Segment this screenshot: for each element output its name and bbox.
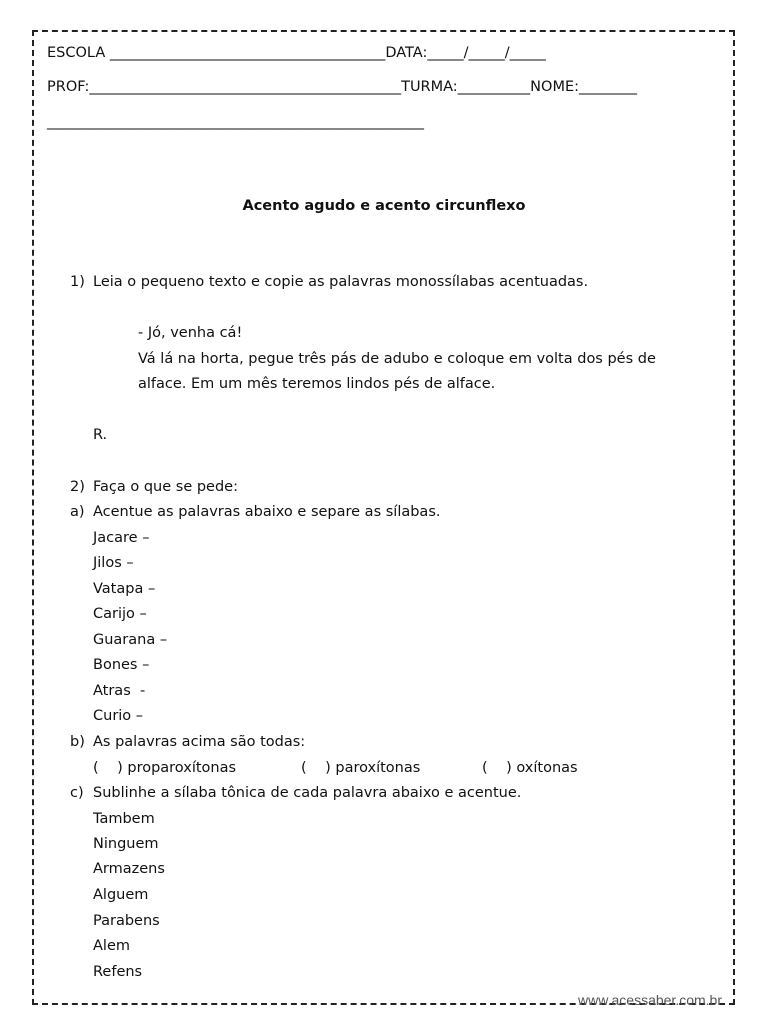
q2a-word: Jilos –: [93, 555, 134, 571]
q2b-label: b): [70, 734, 85, 750]
header-teacher-class-name-line: PROF:___________________________________________TURMA:__________NOME:________: [47, 79, 638, 95]
q2c-label: c): [70, 785, 84, 801]
q1-text-line: alface. Em um mês teremos lindos pés de alface.: [138, 376, 496, 392]
header-blank-line: ____________________________________________________: [47, 114, 424, 130]
page-title: Acento agudo e acento circunflexo: [242, 198, 526, 214]
q2a-word: Carijo –: [93, 606, 147, 622]
q2a-word: Vatapa –: [93, 581, 156, 597]
q2b-option-proparoxitonas[interactable]: ( ) proparoxítonas: [93, 760, 237, 776]
q2c-word: Alguem: [93, 887, 149, 903]
q2c-word: Alem: [93, 938, 130, 954]
q2c-prompt: Sublinhe a sílaba tônica de cada palavra abaixo e acentue.: [93, 785, 522, 801]
q1-text-line: - Jó, venha cá!: [138, 325, 243, 341]
footer-website[interactable]: www.acessaber.com.br: [578, 992, 722, 1008]
q1-prompt: Leia o pequeno texto e copie as palavras monossílabas acentuadas.: [93, 274, 589, 290]
q2a-word: Jacare –: [93, 530, 150, 546]
q2-prompt: Faça o que se pede:: [93, 479, 238, 495]
q1-number: 1): [70, 274, 85, 290]
q2a-word: Atras -: [93, 683, 146, 699]
q1-answer-label: R.: [93, 427, 108, 443]
q2b-option-paroxitonas[interactable]: ( ) paroxítonas: [301, 760, 421, 776]
q1-text-line: Vá lá na horta, pegue três pás de adubo e coloque em volta dos pés de: [138, 351, 656, 367]
q2a-word: Bones –: [93, 657, 150, 673]
q2b-option-oxitonas[interactable]: ( ) oxítonas: [482, 760, 578, 776]
q2c-word: Ninguem: [93, 836, 159, 852]
q2a-word: Guarana –: [93, 632, 168, 648]
header-school-date-line: ESCOLA ______________________________________DATA:_____/_____/_____: [47, 45, 546, 61]
q2-number: 2): [70, 479, 85, 495]
q2a-prompt: Acentue as palavras abaixo e separe as sílabas.: [93, 504, 441, 520]
q2c-word: Tambem: [93, 811, 155, 827]
q2c-word: Armazens: [93, 861, 165, 877]
q2b-prompt: As palavras acima são todas:: [93, 734, 306, 750]
q2c-word: Parabens: [93, 913, 160, 929]
q2a-label: a): [70, 504, 85, 520]
q2c-word: Refens: [93, 964, 143, 980]
q2a-word: Curio –: [93, 708, 144, 724]
